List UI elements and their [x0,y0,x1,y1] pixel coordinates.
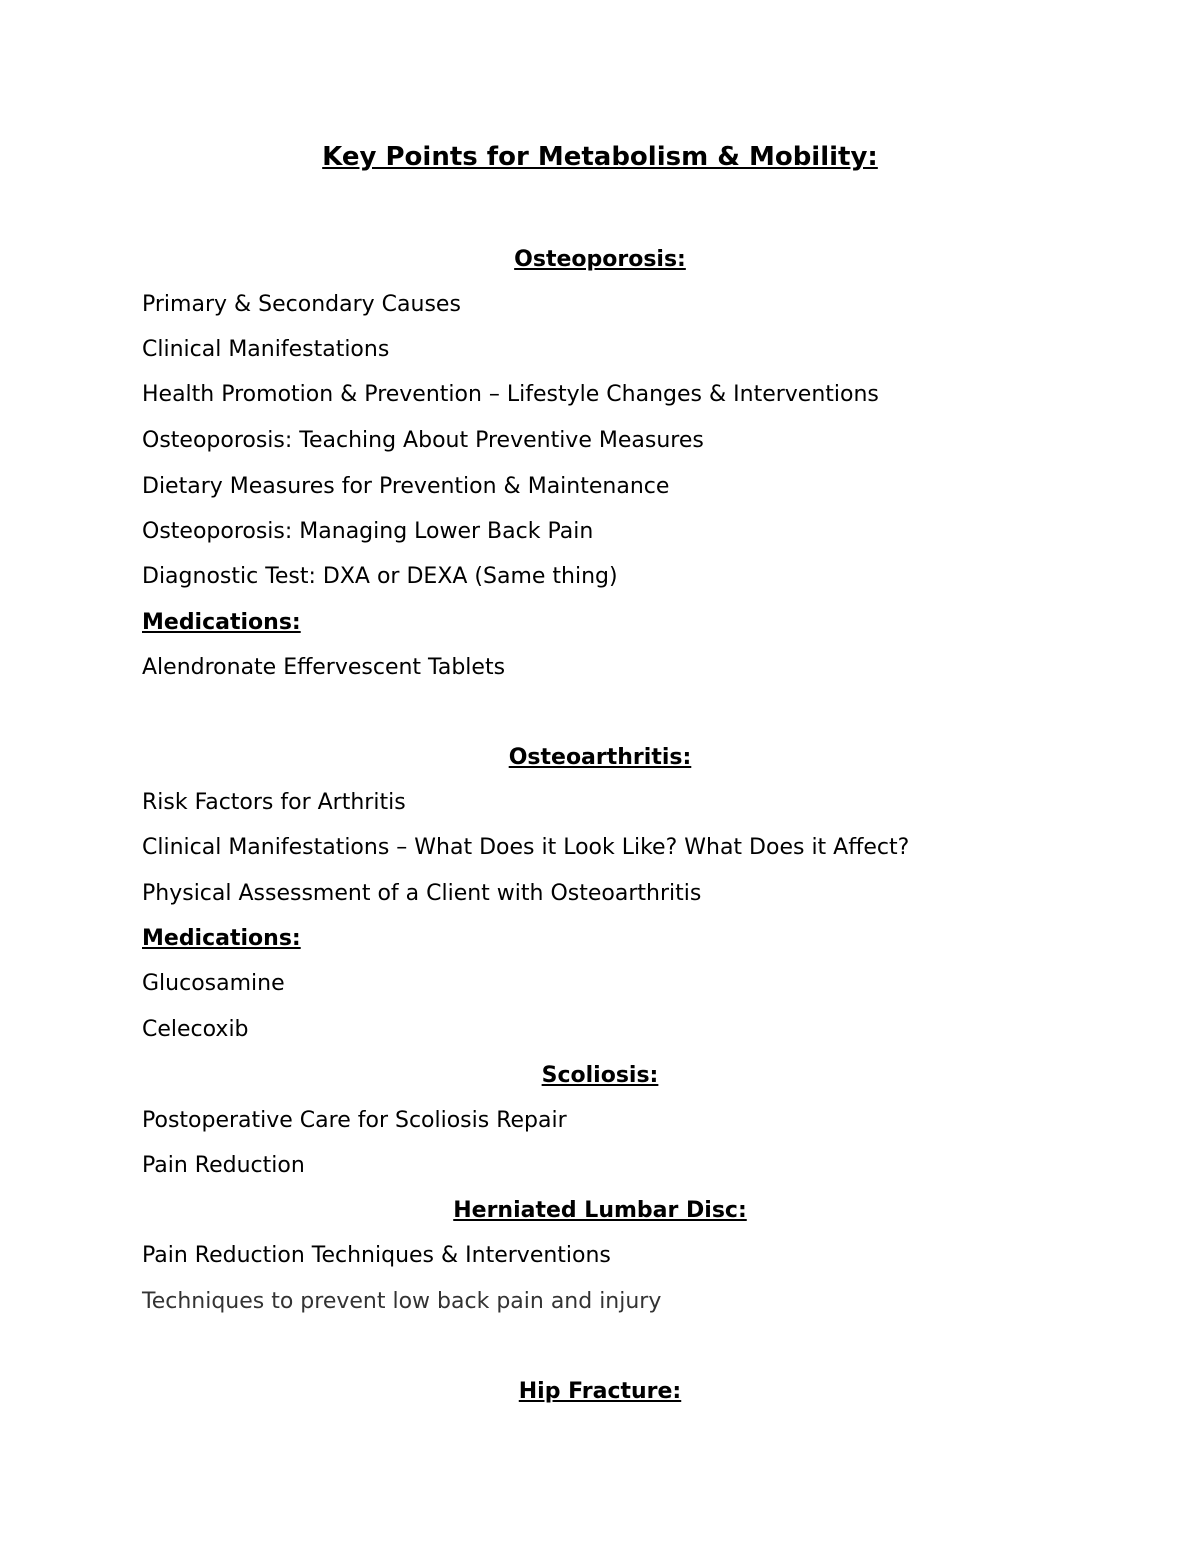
medications-heading: Medications: [142,926,301,951]
section-heading-scoliosis: Scoliosis: [541,1063,659,1088]
list-item: Pain Reduction [142,1153,305,1178]
list-item: Primary & Secondary Causes [142,292,461,317]
list-item: Diagnostic Test: DXA or DEXA (Same thing) [142,564,618,589]
list-item: Clinical Manifestations [142,337,390,362]
list-item: Techniques to prevent low back pain and injury [142,1289,662,1314]
medication-item: Alendronate Effervescent Tablets [142,655,506,680]
medication-item: Celecoxib [142,1017,249,1042]
list-item: Pain Reduction Techniques & Interventions [142,1243,611,1268]
section-heading-osteoarthritis: Osteoarthritis: [508,745,692,770]
list-item: Risk Factors for Arthritis [142,790,406,815]
list-item: Physical Assessment of a Client with Osteoarthritis [142,881,702,906]
section-heading-osteoporosis: Osteoporosis: [514,247,686,272]
list-item: Osteoporosis: Teaching About Preventive Measures [142,428,704,453]
list-item: Postoperative Care for Scoliosis Repair [142,1108,567,1133]
section-heading-herniated-lumbar-disc: Herniated Lumbar Disc: [453,1198,747,1223]
list-item: Clinical Manifestations – What Does it Look Like? What Does it Affect? [142,835,910,860]
section-heading-hip-fracture: Hip Fracture: [518,1379,682,1404]
list-item: Osteoporosis: Managing Lower Back Pain [142,519,594,544]
list-item: Health Promotion & Prevention – Lifestyle Changes & Interventions [142,382,879,407]
document-title: Key Points for Metabolism & Mobility: [322,142,878,172]
medication-item: Glucosamine [142,971,285,996]
medications-heading: Medications: [142,610,301,635]
list-item: Dietary Measures for Prevention & Maintenance [142,474,670,499]
